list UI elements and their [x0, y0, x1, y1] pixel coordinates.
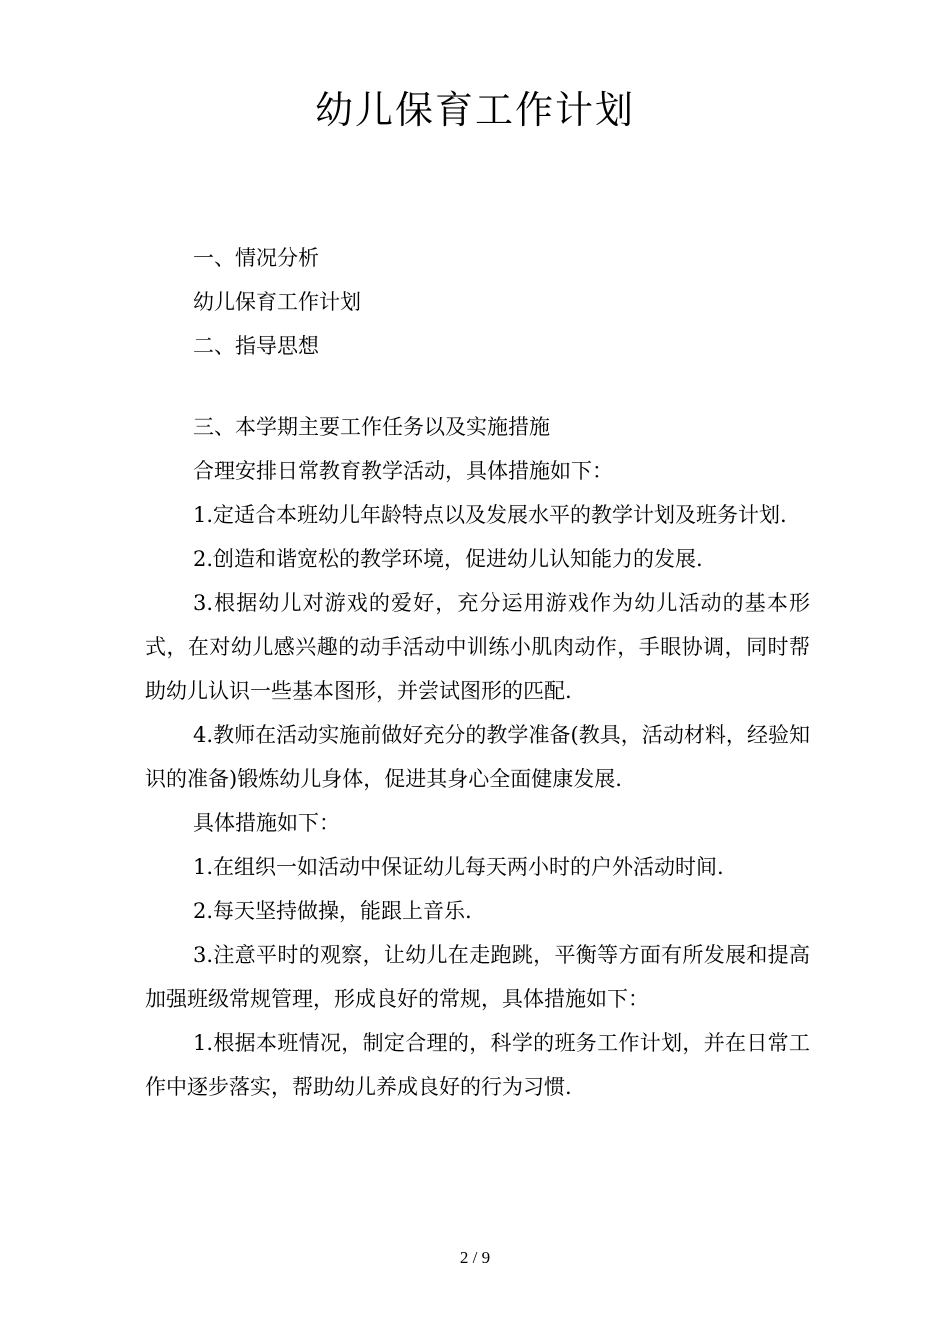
paragraph-subtitle: 幼儿保育工作计划 — [193, 290, 361, 314]
list-item-games: 3.根据幼儿对游戏的爱好，充分运用游戏作为幼儿活动的基本形式，在对幼儿感兴趣的动手活动中训练小肌肉动作，手眼协调，同时帮助幼儿认识一些基本图形，并尝试图形的匹配. — [145, 591, 810, 703]
page-number: 2 / 9 — [459, 1248, 491, 1267]
heading-semester-tasks: 三、本学期主要工作任务以及实施措施 — [193, 415, 550, 439]
list-item-outdoor-time: 1.在组织一如活动中保证幼儿每天两小时的户外活动时间. — [193, 855, 724, 879]
list-item-observation: 3.注意平时的观察，让幼儿在走跑跳，平衡等方面有所发展和提高加强班级常规管理，形成良好的常规，具体措施如下： — [145, 943, 810, 1011]
list-item-teaching-plan: 1.定适合本班幼儿年龄特点以及发展水平的教学计划及班务计划. — [193, 503, 787, 527]
heading-guiding-thought: 二、指导思想 — [193, 334, 319, 358]
list-item-environment: 2.创造和谐宽松的教学环境，促进幼儿认知能力的发展. — [193, 547, 703, 571]
list-item-preparation: 4.教师在活动实施前做好充分的教学准备(教具，活动材料，经验知识的准备)锻炼幼儿身体，促进其身心全面健康发展. — [145, 723, 810, 791]
heading-situation-analysis: 一、情况分析 — [193, 246, 319, 270]
page-title: 幼儿保育工作计划 — [314, 88, 635, 132]
list-item-class-plan: 1.根据本班情况，制定合理的，科学的班务工作计划，并在日常工作中逐步落实，帮助幼儿养成良好的行为习惯. — [145, 1031, 810, 1099]
list-item-exercise: 2.每天坚持做操，能跟上音乐. — [193, 899, 472, 923]
paragraph-measures-heading: 具体措施如下： — [193, 811, 340, 835]
paragraph-arrange-activities: 合理安排日常教育教学活动，具体措施如下： — [193, 459, 613, 483]
section-intro — [145, 236, 810, 368]
section-main — [145, 405, 810, 1109]
